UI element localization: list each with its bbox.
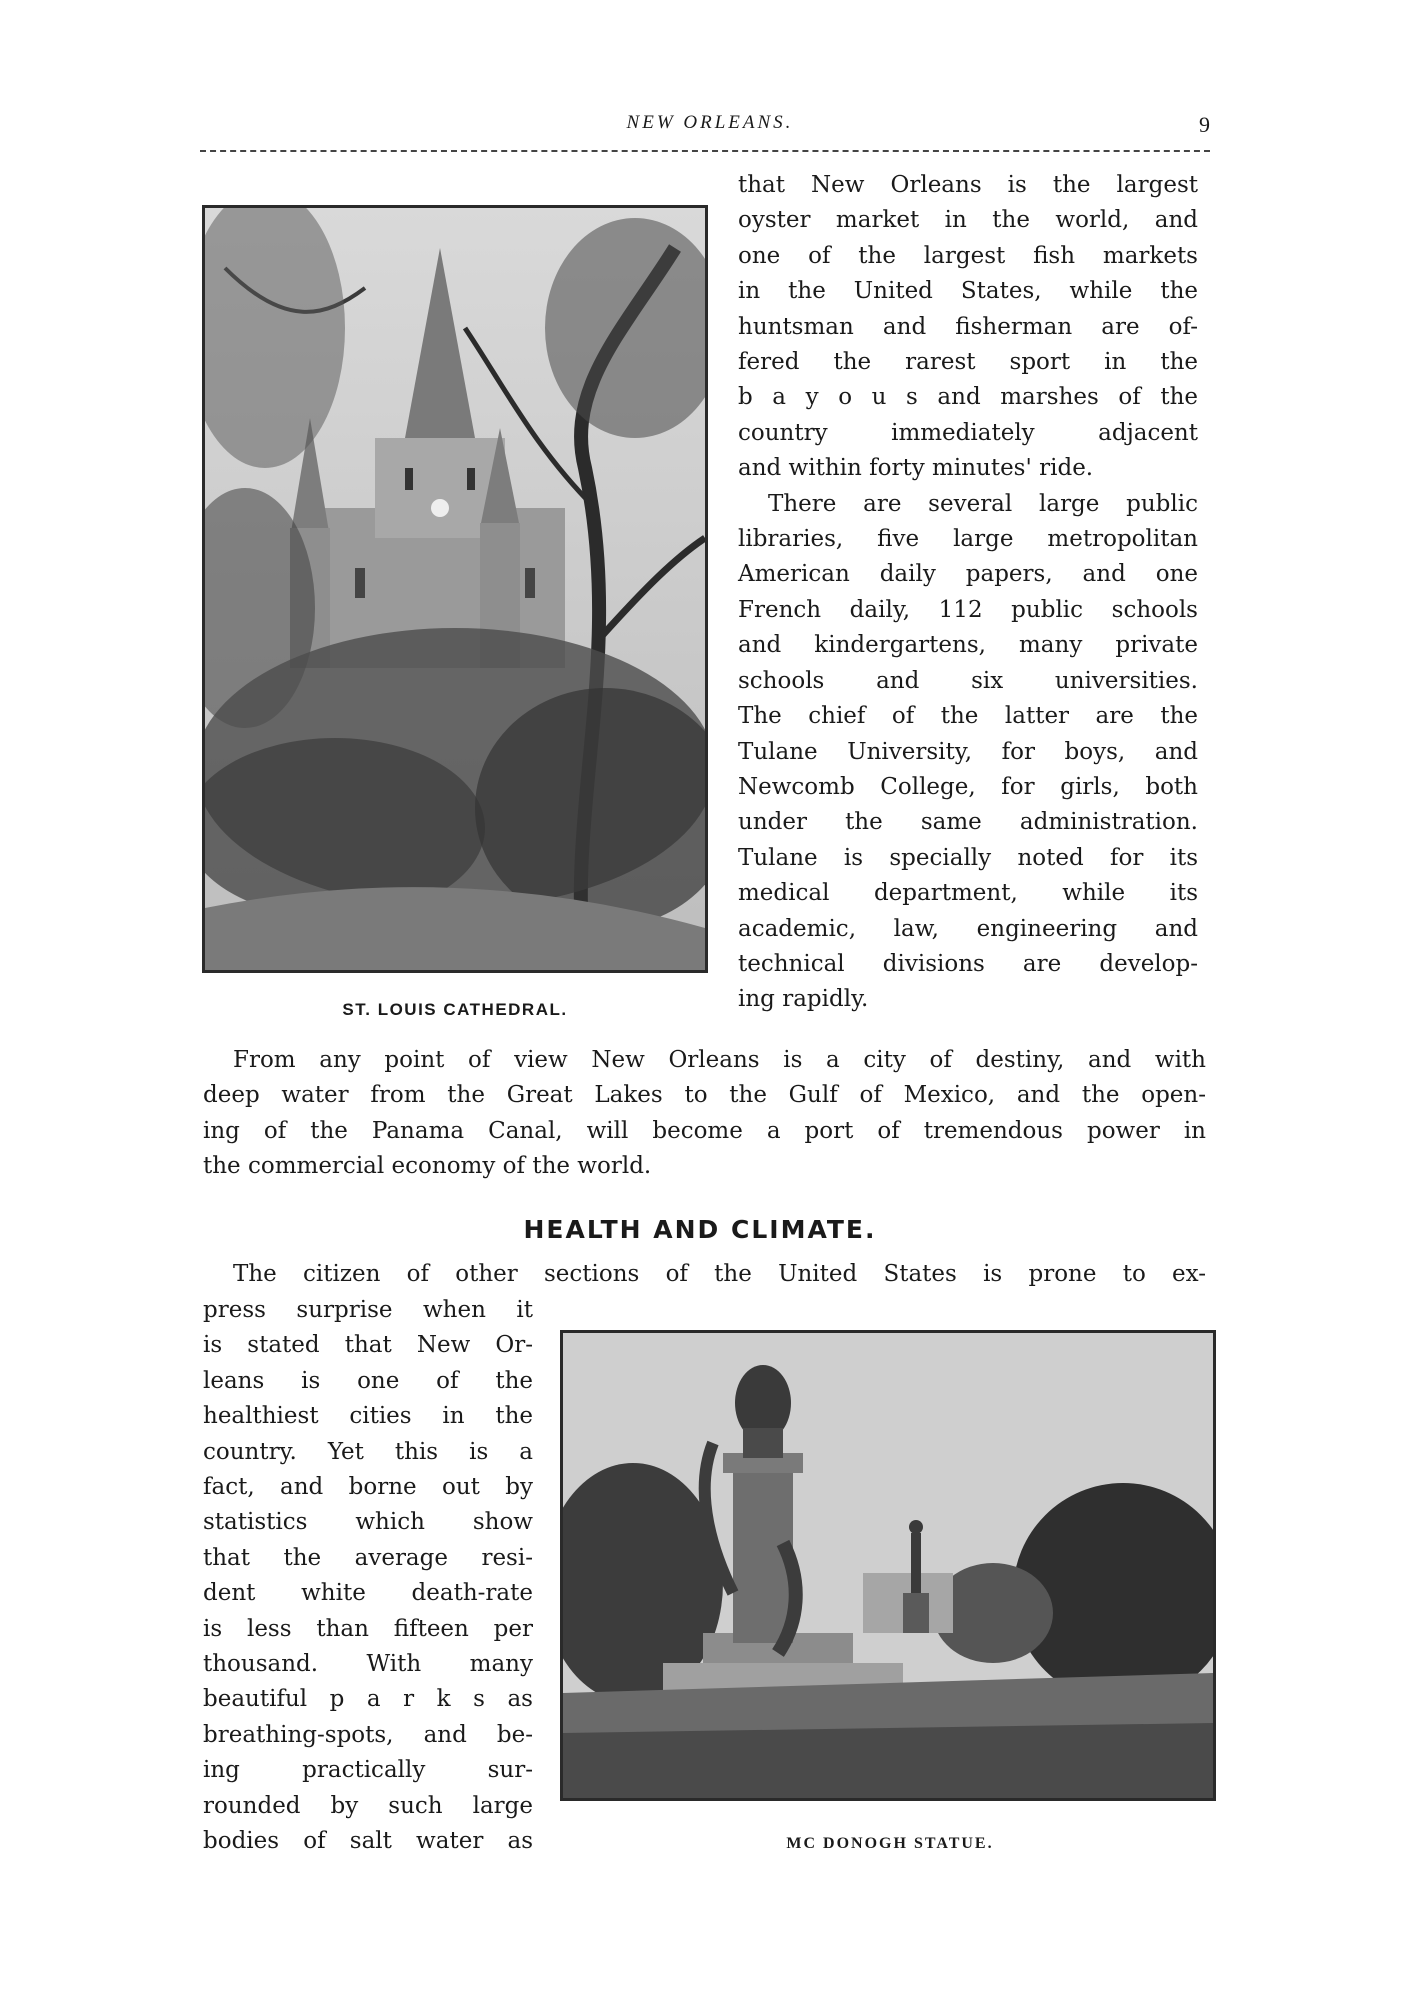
right-column-text xyxy=(738,168,1198,1018)
text-line: in the United States, while the xyxy=(738,278,1198,305)
text-line: ing practically sur- xyxy=(203,1757,533,1784)
text-line: country. Yet this is a xyxy=(203,1438,533,1465)
text-line: and kindergartens, many private xyxy=(738,632,1198,659)
text-line: fact, and borne out by xyxy=(203,1474,533,1501)
text-line: Tulane University, for boys, and xyxy=(738,738,1198,765)
statue-illustration xyxy=(563,1333,1213,1798)
cathedral-photo xyxy=(202,205,708,973)
text-line: beautiful p a r k s as xyxy=(203,1686,533,1713)
text-line: The chief of the latter are the xyxy=(738,703,1198,730)
text-line: fered the rarest sport in the xyxy=(738,349,1198,376)
text-line: dent white death-rate xyxy=(203,1580,533,1607)
text-line: Tulane is specially noted for its xyxy=(738,844,1198,871)
text-line: is stated that New Or- xyxy=(203,1332,533,1359)
section-heading: HEALTH AND CLIMATE. xyxy=(523,1215,877,1244)
cathedral-illustration xyxy=(205,208,705,970)
text-line: one of the largest fish markets xyxy=(738,242,1198,269)
text-line: rounded by such large xyxy=(203,1792,533,1819)
text-line: healthiest cities in the xyxy=(203,1403,533,1430)
destiny-paragraph xyxy=(203,1043,1206,1185)
text-line: the commercial economy of the world. xyxy=(203,1153,652,1180)
cathedral-caption: ST. LOUIS CATHEDRAL. xyxy=(342,1000,568,1019)
statue-caption: MC DONOGH STATUE. xyxy=(786,1835,994,1852)
text-line: is less than fifteen per xyxy=(203,1615,533,1642)
text-line: schools and six universities. xyxy=(738,667,1198,694)
text-line: breathing-spots, and be- xyxy=(203,1721,533,1748)
text-line: French daily, 112 public schools xyxy=(738,596,1198,623)
health-first-line xyxy=(203,1257,1206,1292)
text-line: press surprise when it xyxy=(203,1297,533,1323)
text-line: medical department, while its xyxy=(738,880,1198,907)
text-line: b a y o u s and marshes of the xyxy=(738,384,1198,411)
text-line: and within forty minutes' ride. xyxy=(738,455,1094,482)
text-line: statistics which show xyxy=(203,1509,533,1536)
text-line: thousand. With many xyxy=(203,1651,533,1678)
text-line: that the average resi- xyxy=(203,1544,533,1571)
text-line: deep water from the Great Lakes to the Gulf of Mexico, and the open- xyxy=(203,1082,1206,1109)
text-line: oyster market in the world, and xyxy=(738,207,1198,234)
text-line: American daily papers, and one xyxy=(738,561,1198,588)
text-line: huntsman and fisherman are of- xyxy=(738,313,1198,340)
running-head: NEW ORLEANS. xyxy=(626,112,794,133)
text-line: From any point of view New Orleans is a city of destiny, and with xyxy=(233,1047,1206,1073)
text-line: bodies of salt water as xyxy=(203,1828,533,1855)
text-line: country immediately adjacent xyxy=(738,419,1198,446)
text-line: leans is one of the xyxy=(203,1367,533,1394)
text-line: There are several large public xyxy=(768,490,1198,517)
page-number: 9 xyxy=(1199,112,1210,137)
text-line: that New Orleans is the largest xyxy=(738,172,1198,198)
text-line: ing of the Panama Canal, will become a port of tremendous power in xyxy=(203,1117,1206,1144)
statue-photo xyxy=(560,1330,1216,1801)
text-line: academic, law, engineering and xyxy=(738,915,1198,942)
text-line: ing rapidly. xyxy=(738,986,869,1013)
text-line: technical divisions are develop- xyxy=(738,950,1198,977)
text-line: Newcomb College, for girls, both xyxy=(738,773,1198,800)
header-rule xyxy=(200,150,1210,152)
text-line: libraries, five large metropolitan xyxy=(738,526,1198,553)
left-column-text xyxy=(203,1293,533,1860)
text-line: The citizen of other sections of the United States is prone to ex- xyxy=(233,1261,1206,1287)
text-line: under the same administration. xyxy=(738,809,1198,836)
